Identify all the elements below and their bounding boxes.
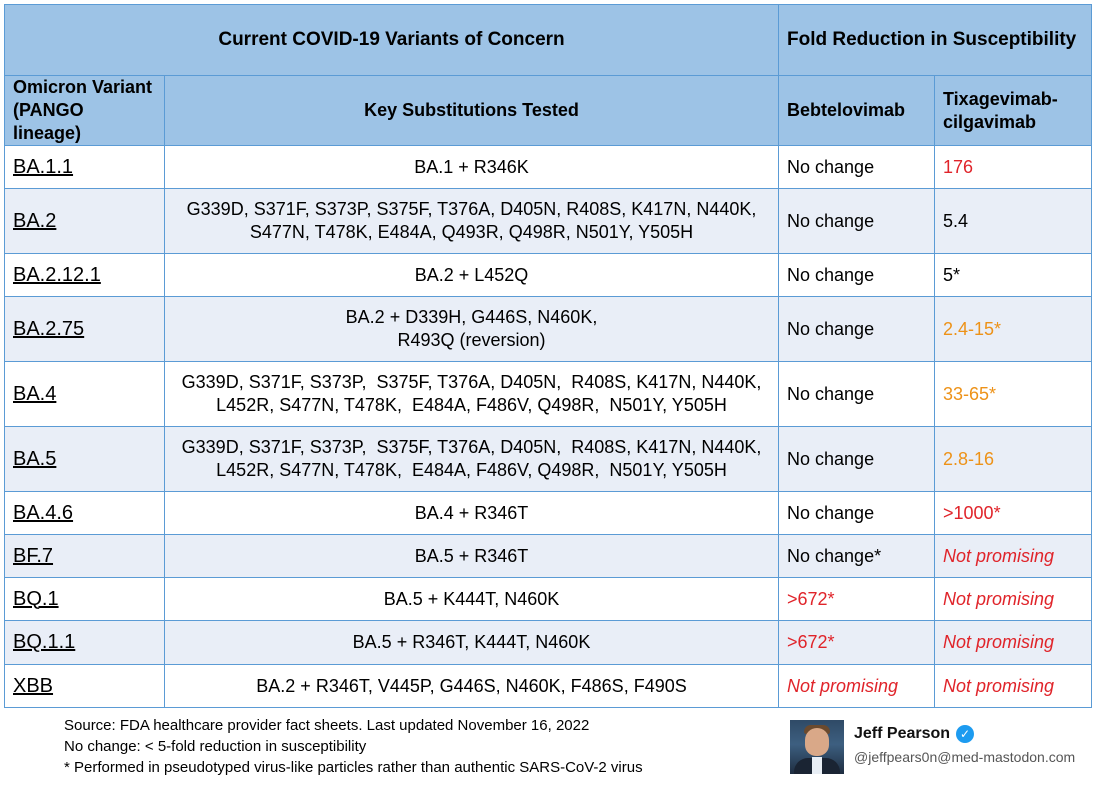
substitutions-cell [165, 578, 779, 621]
tixagevimab-value: Not promising [935, 665, 1092, 708]
substitutions-cell [165, 665, 779, 708]
bebtelovimab-value: >672* [779, 621, 935, 665]
tixagevimab-value: Not promising [935, 535, 1092, 578]
bebtelovimab-value: No change* [779, 535, 935, 578]
verified-badge-icon: ✓ [956, 725, 974, 743]
bebtelovimab-value: No change [779, 362, 935, 427]
footnote-no-change: No change: < 5-fold reduction in susceptibility [64, 738, 367, 755]
substitutions-cell [165, 189, 779, 254]
table-row [5, 297, 1092, 362]
variant-name: BA.2.75 [5, 297, 165, 362]
author-name: Jeff Pearson [854, 725, 951, 742]
table-row [5, 492, 1092, 535]
bebtelovimab-value: No change [779, 189, 935, 254]
variant-name: BA.5 [5, 427, 165, 492]
bebtelovimab-value: >672* [779, 578, 935, 621]
table-row [5, 578, 1092, 621]
substitutions-cell [165, 254, 779, 297]
substitutions-line: BA.1 + R346K [414, 156, 529, 177]
variant-name: BA.4 [5, 362, 165, 427]
table-title: Current COVID-19 Variants of Concern [5, 5, 779, 76]
column-header-substitutions: Key Substitutions Tested [165, 76, 779, 146]
substitutions-line: BA.2 + R346T, V445P, G446S, N460K, F486S, F490S [256, 675, 687, 696]
column-header-bebtelovimab: Bebtelovimab [779, 76, 935, 146]
table-header-row-top [5, 5, 1092, 76]
tixagevimab-value: 176 [935, 146, 1092, 189]
variant-name: XBB [5, 665, 165, 708]
substitutions-line: BA.5 + K444T, N460K [383, 588, 560, 609]
column-header-variant: Omicron Variant (PANGO lineage) [5, 76, 165, 146]
substitutions-line: BA.4 + R346T [414, 502, 529, 523]
tixagevimab-value: 2.4-15* [935, 297, 1092, 362]
bebtelovimab-value: No change [779, 297, 935, 362]
table-body [5, 146, 1092, 708]
variants-table [4, 4, 1092, 708]
table-row [5, 189, 1092, 254]
variant-name: BQ.1 [5, 578, 165, 621]
substitutions-line: R493Q (reversion) [397, 330, 546, 350]
author-attribution [790, 720, 1095, 778]
tixagevimab-value: >1000* [935, 492, 1092, 535]
tixagevimab-value: Not promising [935, 621, 1092, 665]
author-name-block [854, 725, 974, 743]
variant-name: BQ.1.1 [5, 621, 165, 665]
table-header-row-columns [5, 76, 1092, 146]
substitutions-line: L452R, S477N, T478K, E484A, F486V, Q498R, N501Y, Y505H [216, 460, 727, 480]
substitutions-cell [165, 146, 779, 189]
tixagevimab-value: Not promising [935, 578, 1092, 621]
table-row [5, 254, 1092, 297]
fold-reduction-header: Fold Reduction in Susceptibility [779, 5, 1092, 76]
substitutions-cell [165, 621, 779, 665]
table-row [5, 146, 1092, 189]
footnote-asterisk: * Performed in pseudotyped virus-like particles rather than authentic SARS-CoV-2 virus [64, 759, 643, 776]
tixagevimab-value: 33-65* [935, 362, 1092, 427]
column-header-tixagevimab: Tixagevimab-cilgavimab [935, 76, 1092, 146]
variant-name: BA.2 [5, 189, 165, 254]
substitutions-cell [165, 535, 779, 578]
substitutions-line: S477N, T478K, E484A, Q493R, Q498R, N501Y, Y505H [249, 222, 694, 242]
variant-name: BF.7 [5, 535, 165, 578]
table-row [5, 535, 1092, 578]
substitutions-line: BA.5 + R346T, K444T, N460K [352, 632, 591, 652]
variant-name: BA.2.12.1 [5, 254, 165, 297]
bebtelovimab-value: No change [779, 492, 935, 535]
variant-name: BA.4.6 [5, 492, 165, 535]
tixagevimab-value: 5.4 [935, 189, 1092, 254]
table-row [5, 665, 1092, 708]
substitutions-line: G339D, S371F, S373P, S375F, T376A, D405N, R408S, K417N, N440K, [186, 199, 757, 219]
table-row [5, 427, 1092, 492]
footnote-source: Source: FDA healthcare provider fact sheets. Last updated November 16, 2022 [64, 717, 590, 734]
substitutions-line: G339D, S371F, S373P, S375F, T376A, D405N, R408S, K417N, N440K, [181, 437, 762, 457]
footnotes [64, 715, 643, 778]
substitutions-line: BA.5 + R346T [414, 545, 529, 566]
tixagevimab-value: 2.8-16 [935, 427, 1092, 492]
table-row [5, 362, 1092, 427]
variant-name: BA.1.1 [5, 146, 165, 189]
substitutions-line: L452R, S477N, T478K, E484A, F486V, Q498R, N501Y, Y505H [216, 395, 727, 415]
substitutions-line: G339D, S371F, S373P, S375F, T376A, D405N, R408S, K417N, N440K, [181, 372, 762, 392]
substitutions-cell [165, 492, 779, 535]
substitutions-cell [165, 297, 779, 362]
tixagevimab-value: 5* [935, 254, 1092, 297]
bebtelovimab-value: No change [779, 146, 935, 189]
substitutions-cell [165, 362, 779, 427]
substitutions-line: BA.2 + L452Q [414, 264, 529, 285]
bebtelovimab-value: No change [779, 427, 935, 492]
substitutions-line: BA.2 + D339H, G446S, N460K, [345, 307, 598, 327]
substitutions-cell [165, 427, 779, 492]
bebtelovimab-value: No change [779, 254, 935, 297]
avatar [790, 720, 844, 774]
table-row [5, 621, 1092, 665]
bebtelovimab-value: Not promising [779, 665, 935, 708]
author-handle: @jeffpears0n@med-mastodon.com [854, 749, 1076, 765]
